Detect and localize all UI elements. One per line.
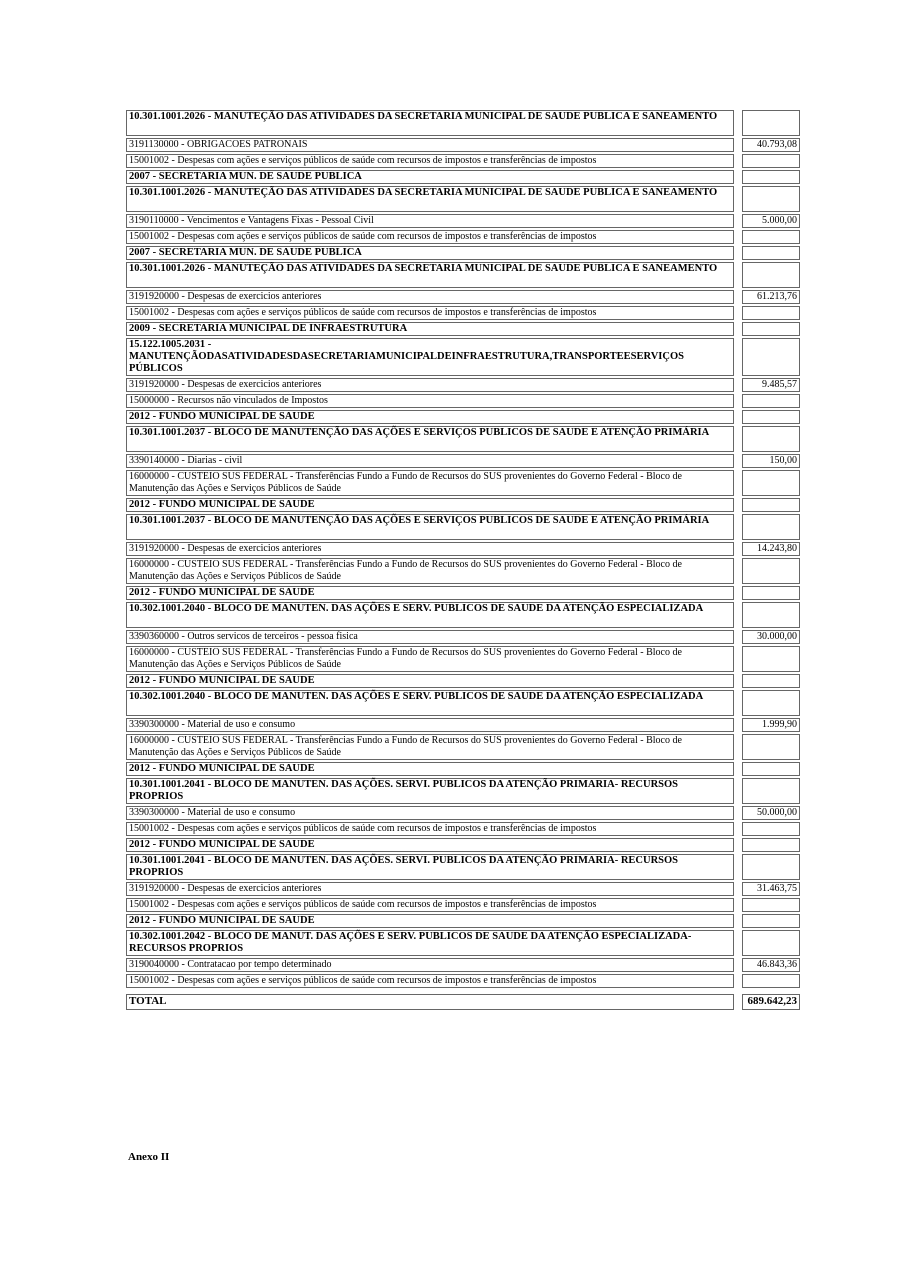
row-description: 3190110000 - Vencimentos e Vantagens Fixas - Pessoal Civil	[126, 214, 734, 228]
row-description: 3390140000 - Diarias - civil	[126, 454, 734, 468]
table-row	[126, 882, 800, 896]
table-row	[126, 170, 800, 184]
table-row	[126, 230, 800, 244]
budget-table	[126, 108, 800, 1012]
row-value: 150,00	[742, 454, 800, 468]
table-row	[126, 914, 800, 928]
table-row	[126, 394, 800, 408]
table-row	[126, 898, 800, 912]
table-row	[126, 426, 800, 452]
row-value: 30.000,00	[742, 630, 800, 644]
row-value	[742, 838, 800, 852]
table-row	[126, 822, 800, 836]
table-row	[126, 646, 800, 672]
table-row	[126, 838, 800, 852]
row-value	[742, 426, 800, 452]
row-value: 50.000,00	[742, 806, 800, 820]
row-description: 16000000 - CUSTEIO SUS FEDERAL - Transferências Fundo a Fundo de Recursos do SUS provenientes do Governo Federal - Bloco de Manutenção das Ações e Serviços Públicos de Saúde	[126, 734, 734, 760]
table-row	[126, 958, 800, 972]
row-value	[742, 854, 800, 880]
row-value	[742, 646, 800, 672]
table-row	[126, 778, 800, 804]
table-row	[126, 674, 800, 688]
row-value	[742, 514, 800, 540]
table-row	[126, 186, 800, 212]
row-value	[742, 262, 800, 288]
row-description: 16000000 - CUSTEIO SUS FEDERAL - Transferências Fundo a Fundo de Recursos do SUS provenientes do Governo Federal - Bloco de Manutenção das Ações e Serviços Públicos de Saúde	[126, 558, 734, 584]
row-description: 15.122.1005.2031 - MANUTENÇÃODASATIVIDADESDASECRETARIAMUNICIPALDEINFRAESTRUTURA,TRANSPORTEESERVIÇOS PÚBLICOS	[126, 338, 734, 376]
table-row	[126, 602, 800, 628]
row-description: 3390300000 - Material de uso e consumo	[126, 806, 734, 820]
row-value	[742, 778, 800, 804]
row-description: 10.302.1001.2040 - BLOCO DE MANUTEN. DAS AÇÕES E SERV. PUBLICOS DE SAUDE DA ATENÇÃO ESPECIALIZADA	[126, 690, 734, 716]
table-row	[126, 154, 800, 168]
table-row	[126, 322, 800, 336]
row-value	[742, 186, 800, 212]
row-value: 31.463,75	[742, 882, 800, 896]
row-value: 1.999,90	[742, 718, 800, 732]
row-value: 40.793,08	[742, 138, 800, 152]
table-row	[126, 498, 800, 512]
row-value: 5.000,00	[742, 214, 800, 228]
row-value	[742, 470, 800, 496]
table-row	[126, 762, 800, 776]
table-row	[126, 290, 800, 304]
table-row	[126, 974, 800, 988]
row-description: 16000000 - CUSTEIO SUS FEDERAL - Transferências Fundo a Fundo de Recursos do SUS provenientes do Governo Federal - Bloco de Manutenção das Ações e Serviços Públicos de Saúde	[126, 470, 734, 496]
row-description: 2012 - FUNDO MUNICIPAL DE SAUDE	[126, 838, 734, 852]
row-value	[742, 306, 800, 320]
table-row	[126, 338, 800, 376]
row-value	[742, 734, 800, 760]
row-value	[742, 930, 800, 956]
row-description: 16000000 - CUSTEIO SUS FEDERAL - Transferências Fundo a Fundo de Recursos do SUS provenientes do Governo Federal - Bloco de Manutenção das Ações e Serviços Públicos de Saúde	[126, 646, 734, 672]
row-value	[742, 394, 800, 408]
row-description: 3390300000 - Material de uso e consumo	[126, 718, 734, 732]
row-description: 10.301.1001.2037 - BLOCO DE MANUTENÇÃO DAS AÇÕES E SERVIÇOS PUBLICOS DE SAUDE E ATENÇÃO PRIMÁRIA	[126, 514, 734, 540]
table-row	[126, 262, 800, 288]
row-value	[742, 110, 800, 136]
row-description: 3191920000 - Despesas de exercicios anteriores	[126, 290, 734, 304]
table-row	[126, 586, 800, 600]
total-value: 689.642,23	[742, 994, 800, 1010]
spacer-row	[126, 990, 800, 992]
table-row	[126, 306, 800, 320]
table-row	[126, 470, 800, 496]
row-description: 2012 - FUNDO MUNICIPAL DE SAUDE	[126, 410, 734, 424]
row-description: 10.301.1001.2026 - MANUTEÇÃO DAS ATIVIDADES DA SECRETARIA MUNICIPAL DE SAUDE PUBLICA E SANEAMENTO	[126, 186, 734, 212]
row-value	[742, 498, 800, 512]
row-value	[742, 558, 800, 584]
row-value	[742, 322, 800, 336]
row-description: 3191920000 - Despesas de exercicios anteriores	[126, 378, 734, 392]
row-description: 2012 - FUNDO MUNICIPAL DE SAUDE	[126, 586, 734, 600]
row-description: 2012 - FUNDO MUNICIPAL DE SAUDE	[126, 762, 734, 776]
row-description: 15001002 - Despesas com ações e serviços públicos de saúde com recursos de impostos e transferências de impostos	[126, 154, 734, 168]
row-value: 61.213,76	[742, 290, 800, 304]
row-description: 3191130000 - OBRIGACOES PATRONAIS	[126, 138, 734, 152]
row-value	[742, 914, 800, 928]
table-row	[126, 558, 800, 584]
row-description: 2012 - FUNDO MUNICIPAL DE SAUDE	[126, 674, 734, 688]
row-description: 2012 - FUNDO MUNICIPAL DE SAUDE	[126, 498, 734, 512]
table-row	[126, 718, 800, 732]
row-description: 15001002 - Despesas com ações e serviços públicos de saúde com recursos de impostos e transferências de impostos	[126, 898, 734, 912]
row-value	[742, 822, 800, 836]
row-description: 15001002 - Despesas com ações e serviços públicos de saúde com recursos de impostos e transferências de impostos	[126, 974, 734, 988]
row-value	[742, 170, 800, 184]
table-row	[126, 806, 800, 820]
table-row	[126, 246, 800, 260]
row-value	[742, 974, 800, 988]
row-description: 2007 - SECRETARIA MUN. DE SAUDE PUBLICA	[126, 170, 734, 184]
table-row	[126, 110, 800, 136]
row-value: 46.843,36	[742, 958, 800, 972]
row-description: 10.302.1001.2040 - BLOCO DE MANUTEN. DAS AÇÕES E SERV. PUBLICOS DE SAUDE DA ATENÇÃO ESPECIALIZADA	[126, 602, 734, 628]
row-description: 15001002 - Despesas com ações e serviços públicos de saúde com recursos de impostos e transferências de impostos	[126, 822, 734, 836]
row-value	[742, 246, 800, 260]
table-row	[126, 630, 800, 644]
table-row	[126, 214, 800, 228]
row-value: 9.485,57	[742, 378, 800, 392]
row-description: 3191920000 - Despesas de exercicios anteriores	[126, 882, 734, 896]
row-value	[742, 410, 800, 424]
table-row	[126, 378, 800, 392]
row-description: 10.301.1001.2026 - MANUTEÇÃO DAS ATIVIDADES DA SECRETARIA MUNICIPAL DE SAUDE PUBLICA E SANEAMENTO	[126, 262, 734, 288]
row-value	[742, 898, 800, 912]
row-description: 2009 - SECRETARIA MUNICIPAL DE INFRAESTRUTURA	[126, 322, 734, 336]
row-value	[742, 230, 800, 244]
row-description: 10.302.1001.2042 - BLOCO DE MANUT. DAS AÇÕES E SERV. PUBLICOS DE SAUDE DA ATENÇÃO ESPECIALIZADA- RECURSOS PROPRIOS	[126, 930, 734, 956]
table-row	[126, 138, 800, 152]
row-value	[742, 674, 800, 688]
row-description: 10.301.1001.2041 - BLOCO DE MANUTEN. DAS AÇÕES. SERVI. PUBLICOS DA ATENÇÃO PRIMARIA- RECURSOS PROPRIOS	[126, 778, 734, 804]
annex-label: Anexo II	[128, 1151, 170, 1163]
row-description: 15001002 - Despesas com ações e serviços públicos de saúde com recursos de impostos e transferências de impostos	[126, 230, 734, 244]
table-row	[126, 690, 800, 716]
total-row	[126, 994, 800, 1010]
row-description: 15000000 - Recursos não vinculados de Impostos	[126, 394, 734, 408]
row-value	[742, 762, 800, 776]
table-row	[126, 454, 800, 468]
row-value: 14.243,80	[742, 542, 800, 556]
row-description: 10.301.1001.2037 - BLOCO DE MANUTENÇÃO DAS AÇÕES E SERVIÇOS PUBLICOS DE SAUDE E ATENÇÃO PRIMÁRIA	[126, 426, 734, 452]
row-value	[742, 690, 800, 716]
total-label: TOTAL	[126, 994, 734, 1010]
table-row	[126, 514, 800, 540]
table-row	[126, 410, 800, 424]
row-value	[742, 586, 800, 600]
total-section	[126, 990, 800, 1010]
row-description: 15001002 - Despesas com ações e serviços públicos de saúde com recursos de impostos e transferências de impostos	[126, 306, 734, 320]
row-value	[742, 338, 800, 376]
row-description: 3191920000 - Despesas de exercicios anteriores	[126, 542, 734, 556]
table-row	[126, 542, 800, 556]
table-body	[126, 110, 800, 988]
row-description: 10.301.1001.2041 - BLOCO DE MANUTEN. DAS AÇÕES. SERVI. PUBLICOS DA ATENÇÃO PRIMARIA- RECURSOS PROPRIOS	[126, 854, 734, 880]
row-description: 2012 - FUNDO MUNICIPAL DE SAUDE	[126, 914, 734, 928]
table-row	[126, 930, 800, 956]
row-description: 3390360000 - Outros servicos de terceiros - pessoa fisica	[126, 630, 734, 644]
table-row	[126, 854, 800, 880]
table-row	[126, 734, 800, 760]
row-value	[742, 154, 800, 168]
row-description: 2007 - SECRETARIA MUN. DE SAUDE PUBLICA	[126, 246, 734, 260]
row-description: 10.301.1001.2026 - MANUTEÇÃO DAS ATIVIDADES DA SECRETARIA MUNICIPAL DE SAUDE PUBLICA E SANEAMENTO	[126, 110, 734, 136]
row-value	[742, 602, 800, 628]
row-description: 3190040000 - Contratacao por tempo determinado	[126, 958, 734, 972]
